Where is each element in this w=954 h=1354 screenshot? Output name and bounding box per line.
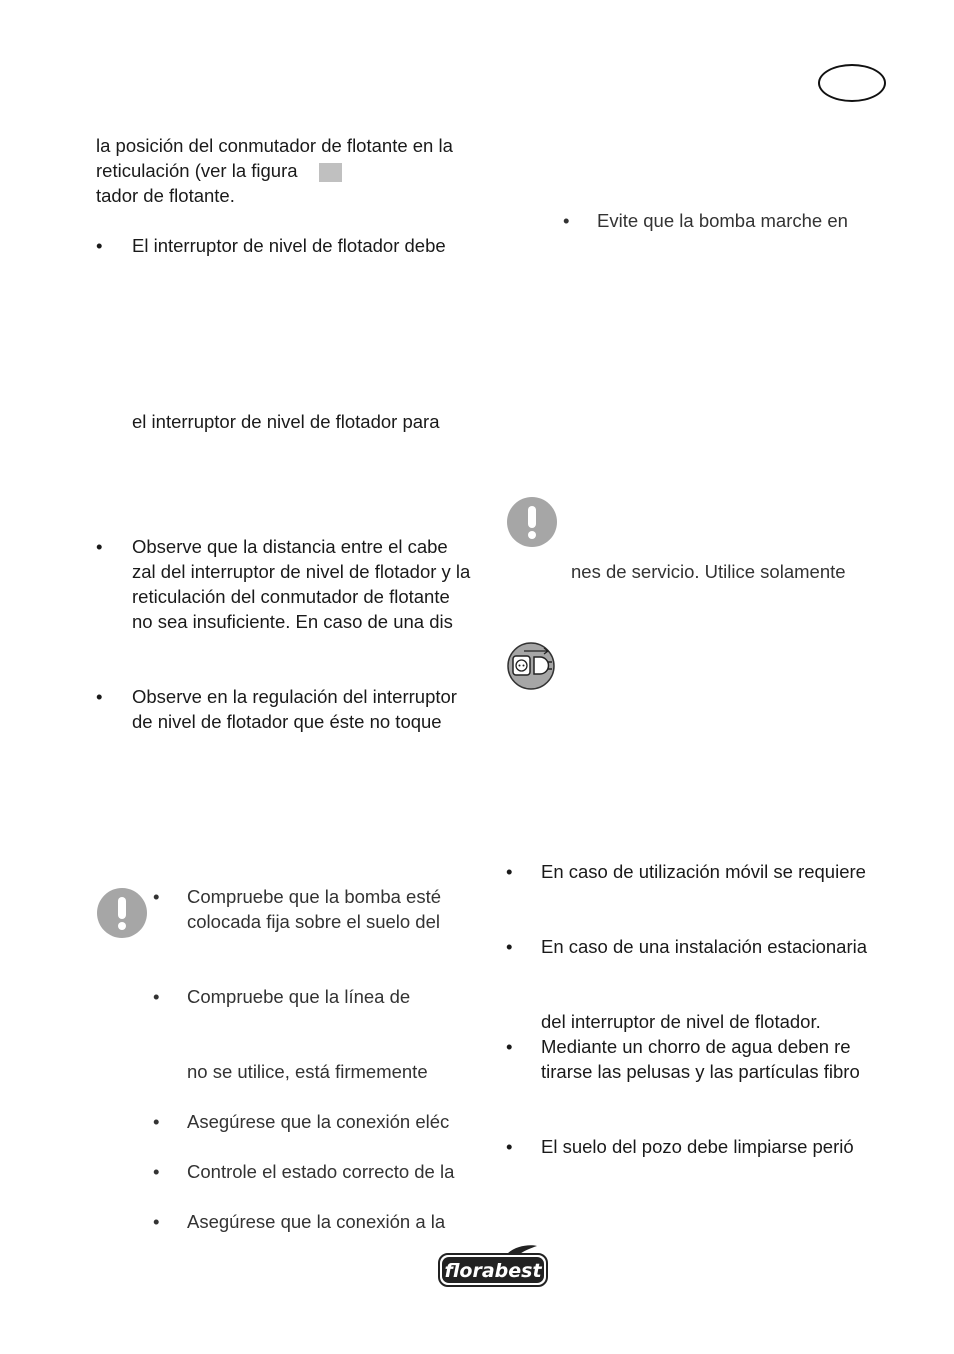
left-warning-bullet1-line2: colocada fija sobre el suelo del	[187, 911, 440, 932]
florabest-logo	[437, 1244, 549, 1288]
right-bullet1-line1: Evite que la bomba marche en	[597, 210, 848, 231]
unplug-icon	[507, 642, 555, 690]
florabest-logo-text: florabest	[444, 1260, 542, 1282]
warning-exclamation-icon	[97, 888, 147, 938]
right-bullet4-line1: Mediante un chorro de agua deben re	[541, 1036, 851, 1057]
warning-exclamation-icon	[507, 497, 557, 547]
right-bullet2-line1: En caso de utilización móvil se requiere	[541, 861, 866, 882]
left-bullet3-line2: de nivel de flotador que éste no toque	[132, 711, 442, 732]
bullet-marker: •	[153, 1211, 160, 1232]
left-bullet2-line1: Observe que la distancia entre el cabe	[132, 536, 448, 557]
left-bullet1-line1: El interruptor de nivel de flotador debe	[132, 235, 446, 256]
bullet-marker: •	[563, 210, 570, 231]
left-warning-bullet5-line1: Asegúrese que la conexión a la	[187, 1211, 446, 1232]
language-badge	[818, 64, 886, 102]
left-para2-line1: el interruptor de nivel de flotador para	[132, 411, 440, 432]
left-bullet3-line1: Observe en la regulación del interruptor	[132, 686, 457, 707]
right-para-line1: del interruptor de nivel de flotador.	[541, 1011, 821, 1032]
bullet-marker: •	[153, 1161, 160, 1182]
left-warning-bullet1-line1: Compruebe que la bomba esté	[187, 886, 442, 907]
left-bullet2-line4: no sea insuficiente. En caso de una dis	[132, 611, 453, 632]
left-warning-bullet2-line1: Compruebe que la línea de	[187, 986, 411, 1007]
bullet-marker: •	[506, 1136, 513, 1157]
bullet-marker: •	[153, 886, 160, 907]
left-warning-bullet4-line1: Controle el estado correcto de la	[187, 1161, 455, 1182]
left-warning-para-line1: no se utilice, está firmemente	[187, 1061, 428, 1082]
right-warning-line: nes de servicio. Utilice solamente	[571, 561, 846, 582]
left-para1-line1: la posición del conmutador de flotante en la	[96, 135, 453, 156]
left-para1-line2: reticulación (ver la figura	[96, 160, 298, 181]
bullet-marker: •	[96, 686, 103, 707]
bullet-marker: •	[506, 936, 513, 957]
bullet-marker: •	[506, 861, 513, 882]
bullet-marker: •	[96, 536, 103, 557]
left-warning-bullet3-line1: Asegúrese que la conexión eléc	[187, 1111, 450, 1132]
right-bullet5-line1: El suelo del pozo debe limpiarse perió	[541, 1136, 854, 1157]
bullet-marker: •	[506, 1036, 513, 1057]
right-bullet4-line2: tirarse las pelusas y las partículas fibro	[541, 1061, 860, 1082]
left-para1-line3: tador de flotante.	[96, 185, 235, 206]
bullet-marker: •	[96, 235, 103, 256]
bullet-marker: •	[153, 1111, 160, 1132]
right-bullet3-line1: En caso de una instalación estacionaria	[541, 936, 868, 957]
left-bullet2-line2: zal del interruptor de nivel de flotador y la	[132, 561, 471, 582]
left-bullet2-line3: reticulación del conmutador de flotante	[132, 586, 450, 607]
bullet-marker: •	[153, 986, 160, 1007]
figure-reference-box	[319, 163, 342, 182]
